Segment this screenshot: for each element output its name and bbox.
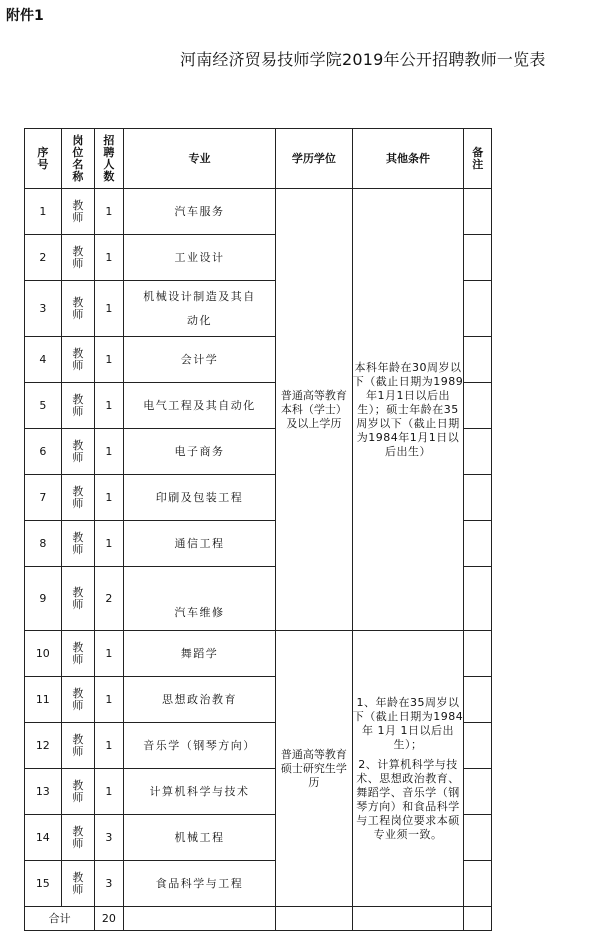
row-count: 1: [95, 281, 123, 337]
row-major: 机械工程: [123, 815, 276, 861]
row-remark: [464, 189, 492, 235]
row-count: 1: [95, 337, 123, 383]
table-row: [25, 631, 492, 677]
row-position: 教师: [61, 521, 95, 567]
row-remark: [464, 281, 492, 337]
header-position: 岗位名称: [61, 129, 95, 189]
total-empty: [276, 907, 352, 931]
row-seq: 3: [25, 281, 62, 337]
row-major: 食品科学与工程: [123, 861, 276, 907]
row-remark: [464, 521, 492, 567]
row-count: 2: [95, 567, 123, 631]
row-seq: 12: [25, 723, 62, 769]
row-remark: [464, 723, 492, 769]
total-empty: [352, 907, 464, 931]
total-empty: [464, 907, 492, 931]
row-position: 教师: [61, 235, 95, 281]
total-label: 合计: [25, 907, 95, 931]
row-major: 汽车维修: [123, 567, 276, 631]
row-remark: [464, 475, 492, 521]
row-position: 教师: [61, 567, 95, 631]
row-count: 1: [95, 723, 123, 769]
header-seq: 序号: [25, 129, 62, 189]
row-count: 1: [95, 475, 123, 521]
row-remark: [464, 861, 492, 907]
row-position: 教师: [61, 723, 95, 769]
group2-condition-2: 2、计算机科学与技术、思想政治教育、舞蹈学、音乐学（钢琴方向）和食品科学与工程岗位要求本硕专业须一致。: [356, 757, 460, 841]
header-education: 学历学位: [276, 129, 352, 189]
group1-conditions: 本科年龄在30周岁以下（截止日期为1989年1月1日以后出生）；硕士年龄在35周岁以下（截止日期为1984年1月1日以后出生）: [352, 189, 464, 631]
row-position: 教师: [61, 281, 95, 337]
row-seq: 5: [25, 383, 62, 429]
row-major: 舞蹈学: [123, 631, 276, 677]
annex-label: 附件1: [6, 8, 44, 24]
row-seq: 11: [25, 677, 62, 723]
row-major: 会计学: [123, 337, 276, 383]
total-empty: [123, 907, 276, 931]
row-major: 印刷及包装工程: [123, 475, 276, 521]
group2-education: 普通高等教育硕士研究生学历: [276, 631, 352, 907]
table-row: [25, 189, 492, 235]
row-position: 教师: [61, 189, 95, 235]
row-count: 1: [95, 677, 123, 723]
row-seq: 13: [25, 769, 62, 815]
row-major: 计算机科学与技术: [123, 769, 276, 815]
row-position: 教师: [61, 631, 95, 677]
row-seq: 9: [25, 567, 62, 631]
row-seq: 7: [25, 475, 62, 521]
row-count: 1: [95, 429, 123, 475]
group1-education: 普通高等教育本科（学士）及以上学历: [276, 189, 352, 631]
row-count: 1: [95, 769, 123, 815]
row-seq: 8: [25, 521, 62, 567]
row-major: 机械设计制造及其自动化: [123, 281, 276, 337]
row-major: 汽车服务: [123, 189, 276, 235]
group2-condition-1: 1、年龄在35周岁以下（截止日期为1984年 1月 1日以后出生）；: [352, 695, 464, 751]
row-seq: 15: [25, 861, 62, 907]
row-position: 教师: [61, 861, 95, 907]
row-remark: [464, 337, 492, 383]
row-remark: [464, 631, 492, 677]
header-row: [25, 129, 492, 189]
header-conditions: 其他条件: [352, 129, 464, 189]
row-position: 教师: [61, 769, 95, 815]
row-count: 3: [95, 815, 123, 861]
row-seq: 6: [25, 429, 62, 475]
row-major: 电气工程及其自动化: [123, 383, 276, 429]
row-count: 1: [95, 383, 123, 429]
row-count: 1: [95, 521, 123, 567]
row-remark: [464, 815, 492, 861]
row-position: 教师: [61, 337, 95, 383]
row-remark: [464, 567, 492, 631]
row-major: 工业设计: [123, 235, 276, 281]
total-row: [25, 907, 492, 931]
row-seq: 2: [25, 235, 62, 281]
row-position: 教师: [61, 429, 95, 475]
row-major: 电子商务: [123, 429, 276, 475]
row-position: 教师: [61, 677, 95, 723]
row-position: 教师: [61, 815, 95, 861]
row-major: 思想政治教育: [123, 677, 276, 723]
row-count: 1: [95, 631, 123, 677]
row-remark: [464, 429, 492, 475]
row-position: 教师: [61, 383, 95, 429]
group2-conditions: [352, 631, 464, 907]
row-major: 音乐学（钢琴方向）: [123, 723, 276, 769]
row-remark: [464, 677, 492, 723]
header-major: 专业: [123, 129, 276, 189]
row-seq: 1: [25, 189, 62, 235]
row-count: 1: [95, 235, 123, 281]
recruitment-table: [24, 128, 492, 931]
header-count: 招聘人数: [95, 129, 123, 189]
header-remarks: 备注: [464, 129, 492, 189]
total-count: 20: [95, 907, 123, 931]
row-count: 1: [95, 189, 123, 235]
row-major: 通信工程: [123, 521, 276, 567]
row-remark: [464, 769, 492, 815]
page-title: 河南经济贸易技师学院2019年公开招聘教师一览表: [180, 50, 546, 69]
row-count: 3: [95, 861, 123, 907]
row-seq: 10: [25, 631, 62, 677]
row-remark: [464, 383, 492, 429]
row-position: 教师: [61, 475, 95, 521]
row-remark: [464, 235, 492, 281]
row-seq: 14: [25, 815, 62, 861]
row-seq: 4: [25, 337, 62, 383]
